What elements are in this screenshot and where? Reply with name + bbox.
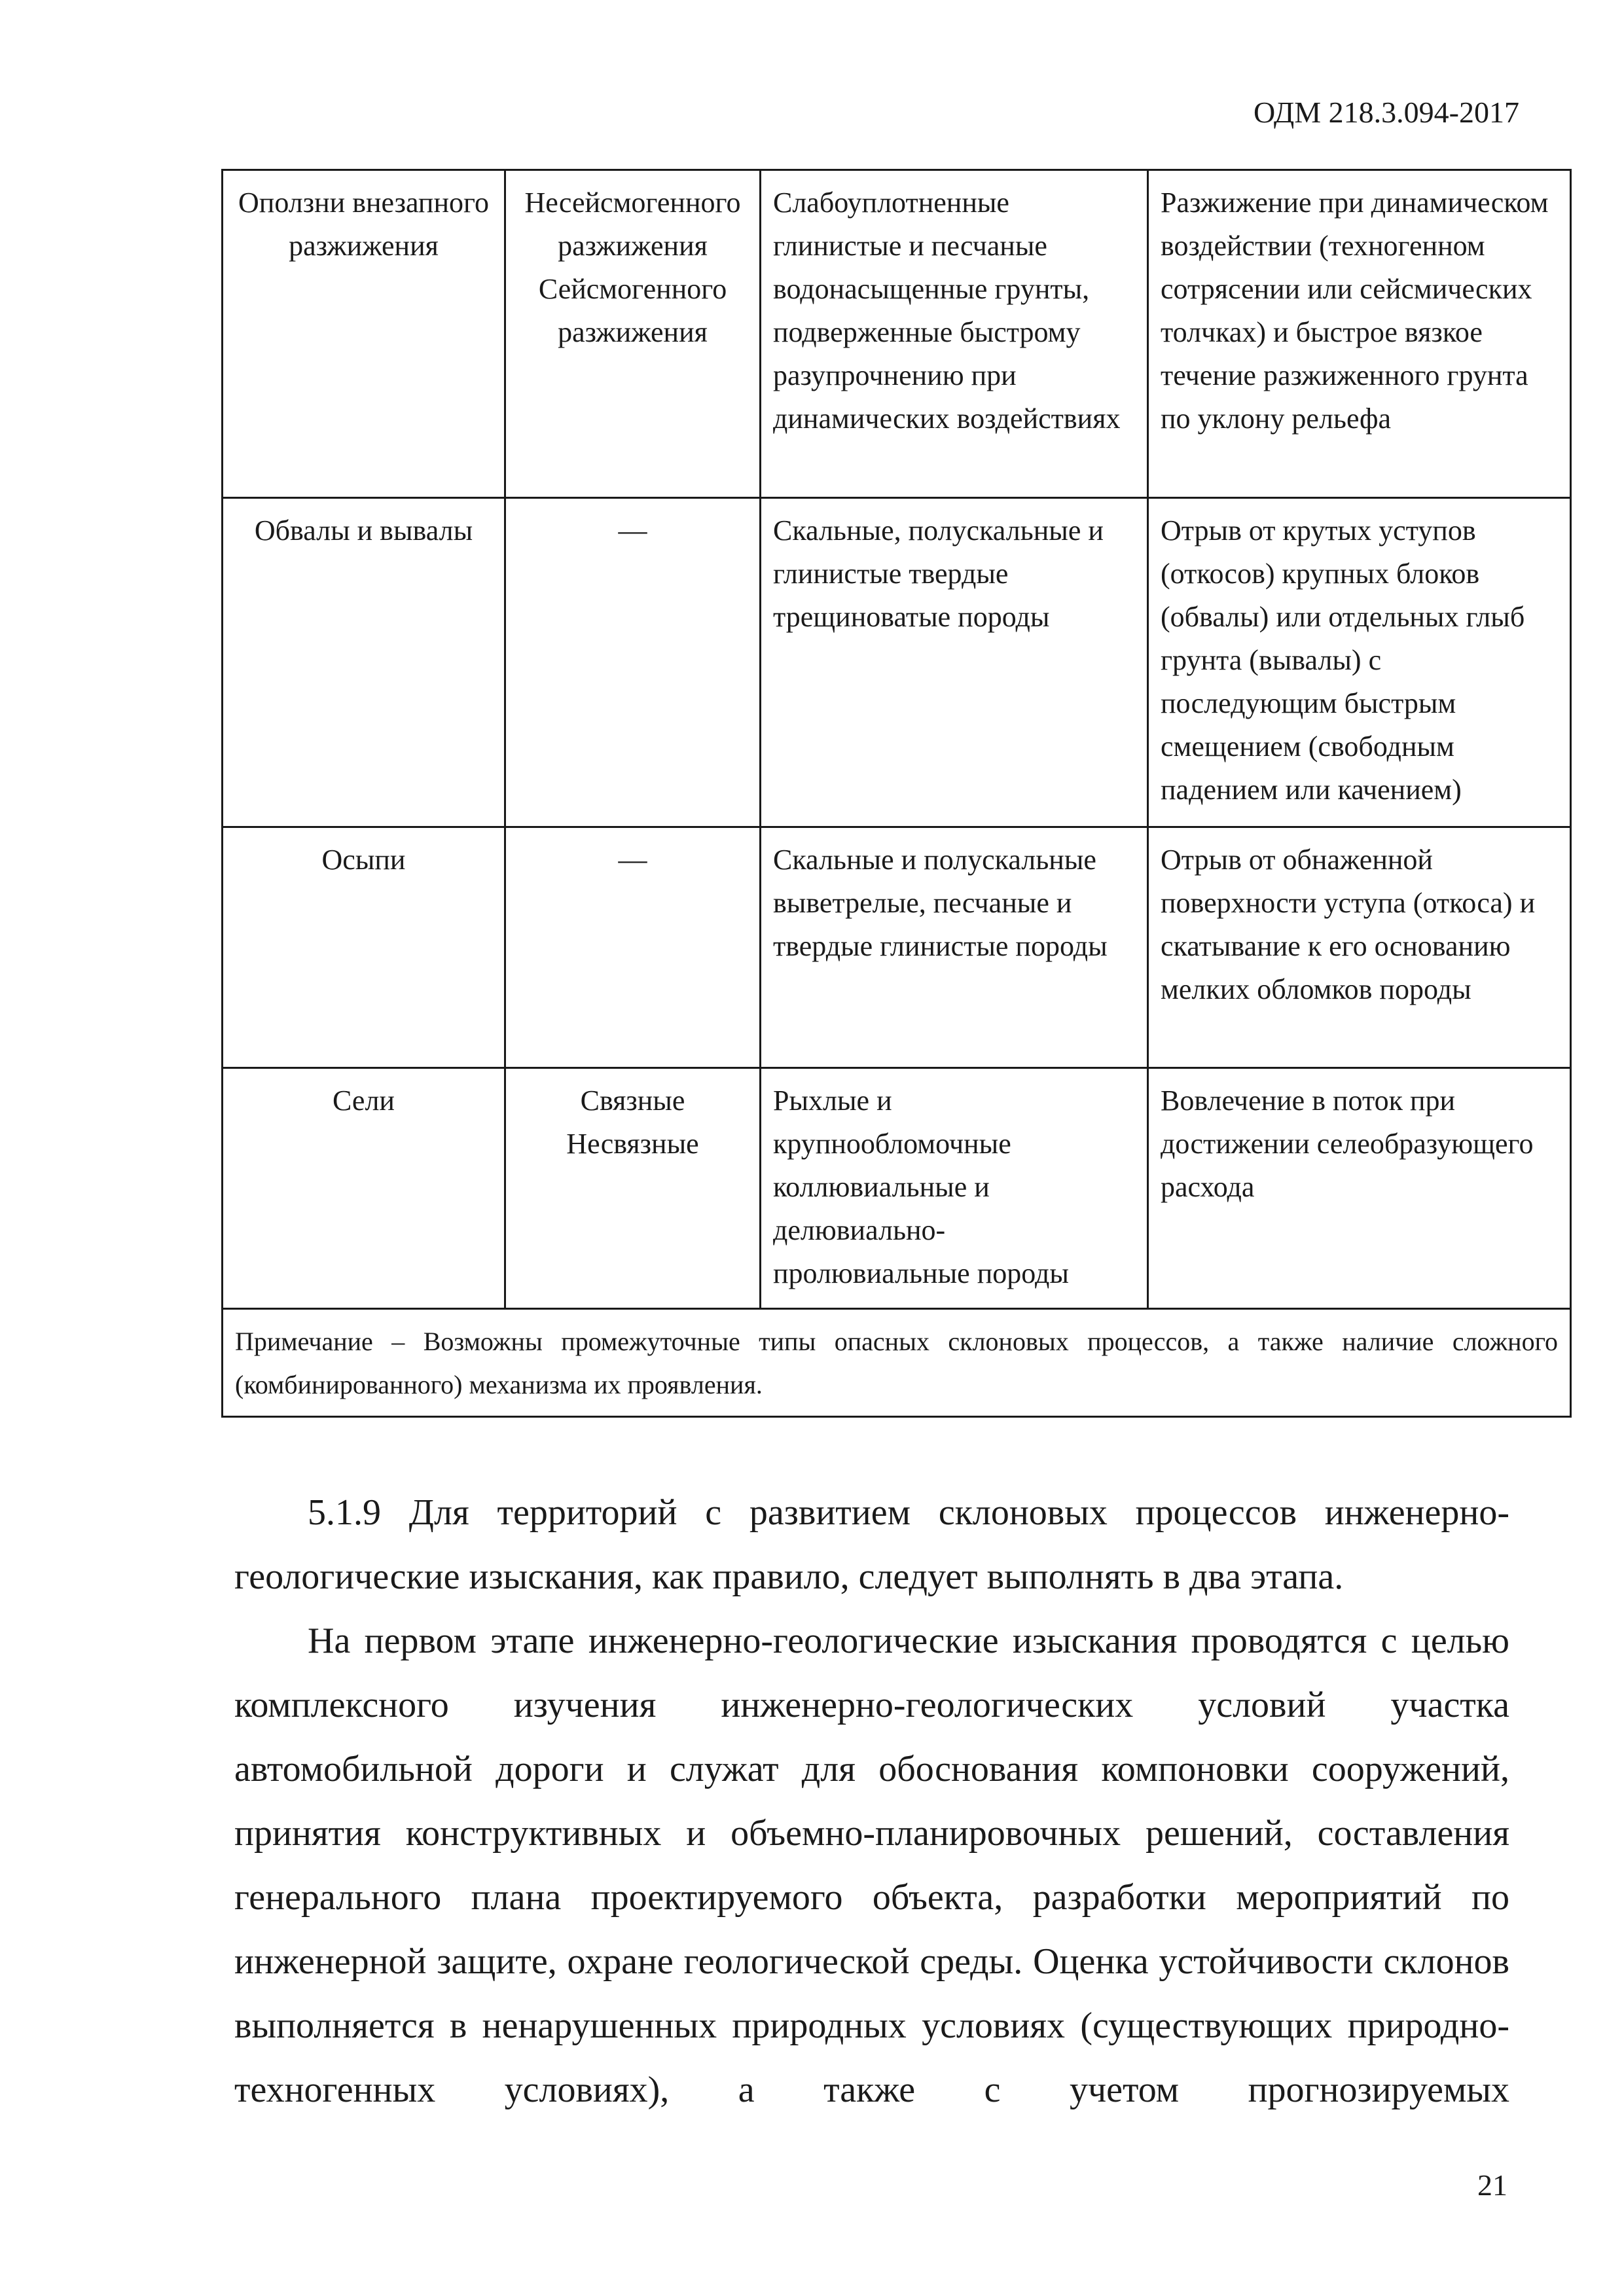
process-subtype-cell: — (505, 827, 761, 1068)
table-row (223, 498, 1571, 827)
body-text (234, 1480, 1509, 2122)
mechanism-cell: Разжижение при динамическом воздействии (техногенном сотрясении или сейсмических толчках) и быстрое вязкое течение разжиженного грунта по уклону рельефа (1148, 170, 1571, 498)
process-subtype-cell: Несейсмогенного разжижения Сейсмогенного разжижения (505, 170, 761, 498)
table-note-row (223, 1309, 1571, 1417)
mechanism-cell: Вовлечение в поток при достижении селеобразующего расхода (1148, 1068, 1571, 1309)
mechanism-cell: Отрыв от обнаженной поверхности уступа (откоса) и скатывание к его основанию мелких обломков породы (1148, 827, 1571, 1068)
process-type-cell: Осыпи (223, 827, 505, 1068)
soils-cell: Скальные и полускальные выветрелые, песчаные и твердые глинистые породы (761, 827, 1148, 1068)
table-row (223, 827, 1571, 1068)
process-subtype-cell: Связные Несвязные (505, 1068, 761, 1309)
process-type-cell: Сели (223, 1068, 505, 1309)
soils-cell: Скальные, полускальные и глинистые твердые трещиноватые породы (761, 498, 1148, 827)
paragraph-5-1-9: 5.1.9 Для территорий с развитием склоновых процессов инженерно-геологические изыскания, как правило, следует выполнять в два этапа. (234, 1492, 1509, 1597)
process-subtype-cell: — (505, 498, 761, 827)
soils-cell: Рыхлые и крупнообломочные коллювиальные и делювиально-пролювиальные породы (761, 1068, 1148, 1309)
mechanism-cell: Отрыв от крутых уступов (откосов) крупных блоков (обвалы) или отдельных глыб грунта (вывалы) с последующим быстрым смещением (свободным падением или качением) (1148, 498, 1571, 827)
table-row (223, 1068, 1571, 1309)
document-code: ОДМ 218.3.094-2017 (1253, 96, 1519, 129)
soils-cell: Слабоуплотненные глинистые и песчаные водонасыщенные грунты, подверженные быстрому разупрочнению при динамических воздействиях (761, 170, 1148, 498)
paragraph-first-stage: На первом этапе инженерно-геологические изыскания проводятся с целью комплексного изучения инженерно-геологических условий участка автомобильной дороги и служат для обоснования компоновки сооружений, принятия конструктивных и объемно-планировочных решений, составления генерального плана проектируемого объекта, разработки мероприятий по инженерной защите, охране геологической среды. Оценка устойчивости склонов выполняется в ненарушенных природных условиях (существующих природно-техногенных условиях), а также с учетом прогнозируемых (234, 1621, 1509, 2110)
process-type-cell: Оползни внезапного разжижения (223, 170, 505, 498)
page-number: 21 (1477, 2168, 1507, 2202)
table-row (223, 170, 1571, 498)
slope-process-table (221, 169, 1572, 1418)
table-note: Примечание – Возможны промежуточные типы опасных склоновых процессов, а также наличие сложного (комбинированного) механизма их проявления. (223, 1309, 1571, 1417)
process-type-cell: Обвалы и вывалы (223, 498, 505, 827)
